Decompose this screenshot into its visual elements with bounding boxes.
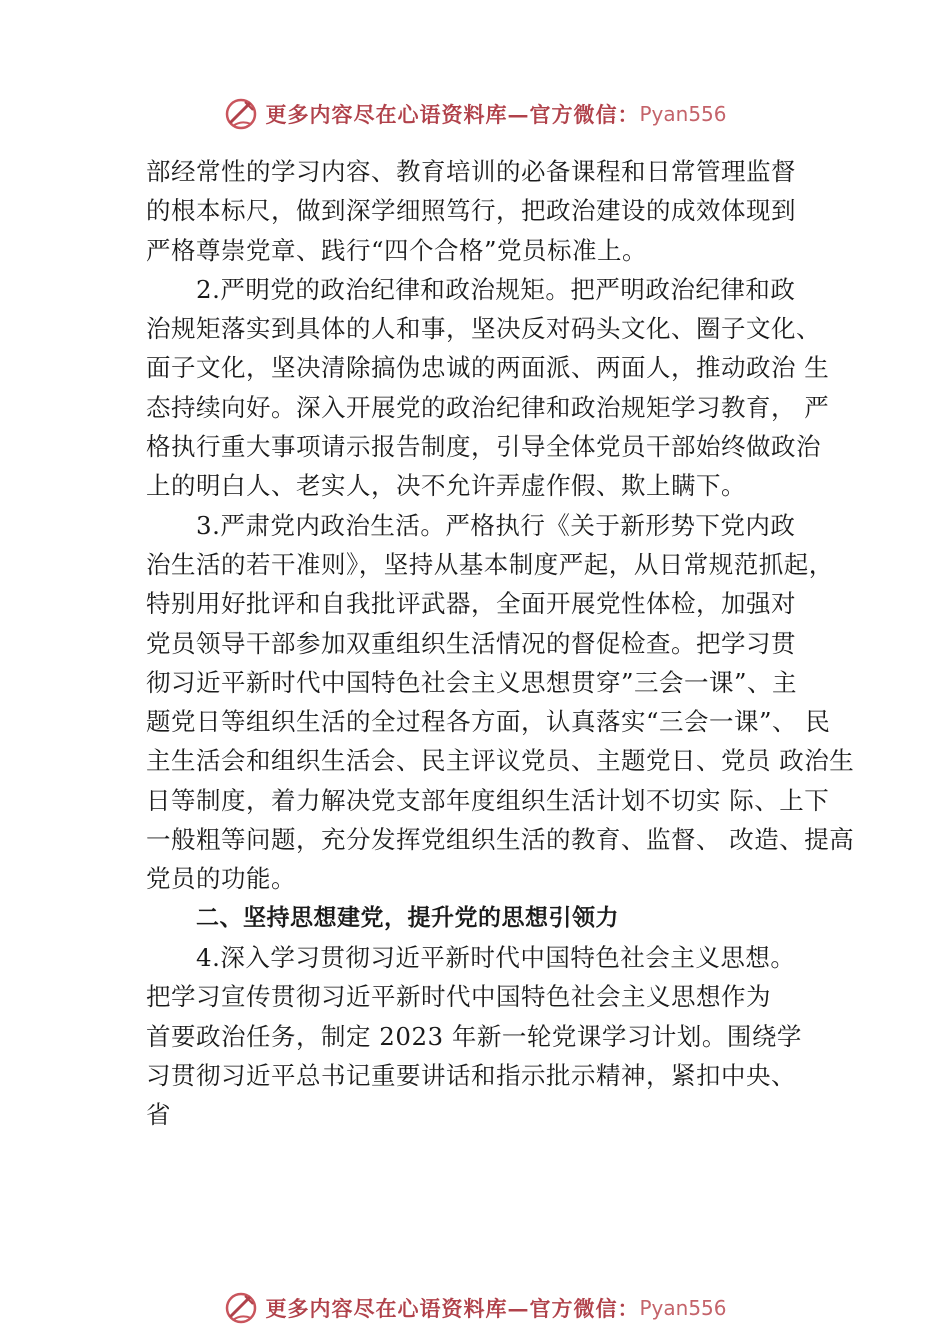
text-line: 治生活的若干准则》，坚持从基本制度严起，从日常规范抓起， (146, 549, 834, 579)
text-line: 严格尊崇党章、践行“四个合格”党员标准上。 (146, 235, 648, 265)
text-line: 3.严肃党内政治生活。严格执行《关于新形势下党内政 (196, 510, 796, 540)
wechat-id: Pyan556 (639, 102, 727, 126)
text-line: 2.严明党的政治纪律和政治规矩。把严明政治纪律和政 (196, 274, 796, 304)
text-line: 党员的功能。 (146, 864, 296, 894)
brush-logo-icon (223, 1290, 259, 1326)
text-line: 把学习宣传贯彻习近平新时代中国特色社会主义思想作为 (146, 982, 771, 1012)
text-line: 的根本标尺，做到深学细照笃行，把政治建设的成效体现到 (146, 196, 796, 226)
text-line: 彻习近平新时代中国特色社会主义思想贯穿”三会一课”、主 (146, 667, 798, 697)
header-banner (0, 94, 950, 134)
text-line: 部经常性的学习内容、教育培训的必备课程和日常管理监督 (146, 157, 796, 186)
text-line: 党员领导干部参加双重组织生活情况的督促检查。把学习贯 (146, 628, 796, 658)
wechat-id: Pyan556 (639, 1296, 727, 1320)
brush-logo-icon (223, 96, 259, 132)
document-body (146, 152, 855, 1134)
text-line: 主生活会和组织生活会、民主评议党员、主题党日、党员 政治生 (146, 746, 855, 776)
text-line: 一般粗等问题，充分发挥党组织生活的教育、监督、 改造、提高 (146, 825, 855, 855)
section-heading: 二、坚持思想建党，提升党的思想引领力 (196, 904, 619, 931)
text-line: 4.深入学习贯彻习近平新时代中国特色社会主义思想。 (196, 942, 796, 972)
text-line: 面子文化，坚决清除搞伪忠诚的两面派、两面人，推动政治 生 (146, 353, 830, 383)
banner-text: 更多内容尽在心语资料库—官方微信： (265, 1296, 640, 1321)
text-line: 态持续向好。深入开展党的政治纪律和政治规矩学习教育， 严 (146, 392, 830, 422)
banner-text: 更多内容尽在心语资料库—官方微信： (265, 102, 640, 127)
text-line: 省 (146, 1100, 171, 1130)
text-line: 习贯彻习近平总书记重要讲话和指示批示精神，紧扣中央、 (146, 1060, 796, 1090)
text-line: 上的明白人、老实人，决不允许弄虚作假、欺上瞒下。 (146, 471, 746, 501)
footer-banner (0, 1288, 950, 1328)
text-line: 特别用好批评和自我批评武器，全面开展党性体检，加强对 (146, 589, 796, 619)
text-line: 首要政治任务，制定 2023 年新一轮党课学习计划。围绕学 (146, 1021, 802, 1051)
text-line: 题党日等组织生活的全过程各方面，认真落实“三会一课”、 民 (146, 707, 831, 737)
text-line: 格执行重大事项请示报告制度，引导全体党员干部始终做政治 (146, 432, 821, 462)
text-line: 治规矩落实到具体的人和事，坚决反对码头文化、圈子文化、 (146, 314, 821, 344)
text-line: 日等制度，着力解决党支部年度组织生活计划不切实 际、上下 (146, 785, 830, 815)
